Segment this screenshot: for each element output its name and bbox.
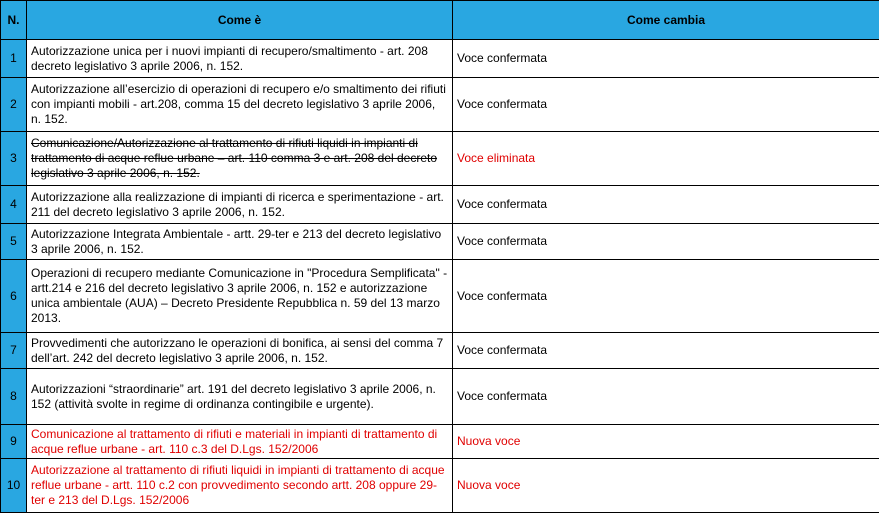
row-before: Autorizzazioni “straordinarie” art. 191 del decreto legislativo 3 aprile 2006, n. 152 (attività svolte in regime di ordinanza contingibile e urgente). (27, 369, 453, 425)
table-row (1, 333, 879, 369)
row-number: 3 (1, 132, 27, 186)
row-before: Autorizzazione al trattamento di rifiuti liquidi in impianti di trattamento di acque reflue urbane - artt. 110 c.2 con provvedimento secondo artt. 208 oppure 29-ter e 213 del D.Lgs. 152/2006 (27, 459, 453, 513)
table-row (1, 224, 879, 260)
row-after: Voce confermata (453, 333, 879, 369)
row-number: 6 (1, 260, 27, 333)
row-number: 7 (1, 333, 27, 369)
row-after: Nuova voce (453, 425, 879, 459)
row-before: Autorizzazione alla realizzazione di impianti di ricerca e sperimentazione - art. 211 del decreto legislativo 3 aprile 2006, n. 152. (27, 186, 453, 224)
table-row (1, 40, 879, 78)
row-before: Autorizzazione all’esercizio di operazioni di recupero e/o smaltimento dei rifiuti con impianti mobili - art.208, comma 15 del decreto legislativo 3 aprile 2006, n. 152. (27, 78, 453, 132)
row-number: 10 (1, 459, 27, 513)
row-before: Provvedimenti che autorizzano le operazioni di bonifica, ai sensi del comma 7 dell’art. 242 del decreto legislativo 3 aprile 2006, n. 152. (27, 333, 453, 369)
row-after: Voce confermata (453, 78, 879, 132)
row-after: Voce confermata (453, 260, 879, 333)
table-row (1, 186, 879, 224)
row-number: 5 (1, 224, 27, 260)
table-row (1, 260, 879, 333)
header-before: Come è (27, 1, 453, 40)
table-row (1, 132, 879, 186)
row-after: Voce confermata (453, 224, 879, 260)
row-before: Autorizzazione unica per i nuovi impianti di recupero/smaltimento - art. 208 decreto legislativo 3 aprile 2006, n. 152. (27, 40, 453, 78)
row-before: Operazioni di recupero mediante Comunicazione in "Procedura Semplificata" - artt.214 e 216 del decreto legislativo 3 aprile 2006, n. 152 e autorizzazione unica ambientale (AUA) – Decreto Presidente Repubblica n. 59 del 13 marzo 2013. (27, 260, 453, 333)
row-after: Nuova voce (453, 459, 879, 513)
table-row (1, 369, 879, 425)
table-row (1, 459, 879, 513)
row-before: Comunicazione/Autorizzazione al trattamento di rifiuti liquidi in impianti di trattamento di acque reflue urbane – art. 110 comma 3 e art. 208 del decreto legislativo 3 aprile 2006, n. 152. (27, 132, 453, 186)
row-number: 8 (1, 369, 27, 425)
row-number: 9 (1, 425, 27, 459)
table-row (1, 78, 879, 132)
row-after: Voce eliminata (453, 132, 879, 186)
header-num: N. (1, 1, 27, 40)
row-number: 1 (1, 40, 27, 78)
header-row (1, 1, 879, 40)
header-after: Come cambia (453, 1, 879, 40)
row-after: Voce confermata (453, 369, 879, 425)
row-number: 2 (1, 78, 27, 132)
row-before: Autorizzazione Integrata Ambientale - artt. 29-ter e 213 del decreto legislativo 3 aprile 2006, n. 152. (27, 224, 453, 260)
row-after: Voce confermata (453, 40, 879, 78)
row-before: Comunicazione al trattamento di rifiuti e materiali in impianti di trattamento di acque reflue urbane - art. 110 c.3 del D.Lgs. 152/2006 (27, 425, 453, 459)
table-row (1, 425, 879, 459)
row-after: Voce confermata (453, 186, 879, 224)
row-number: 4 (1, 186, 27, 224)
